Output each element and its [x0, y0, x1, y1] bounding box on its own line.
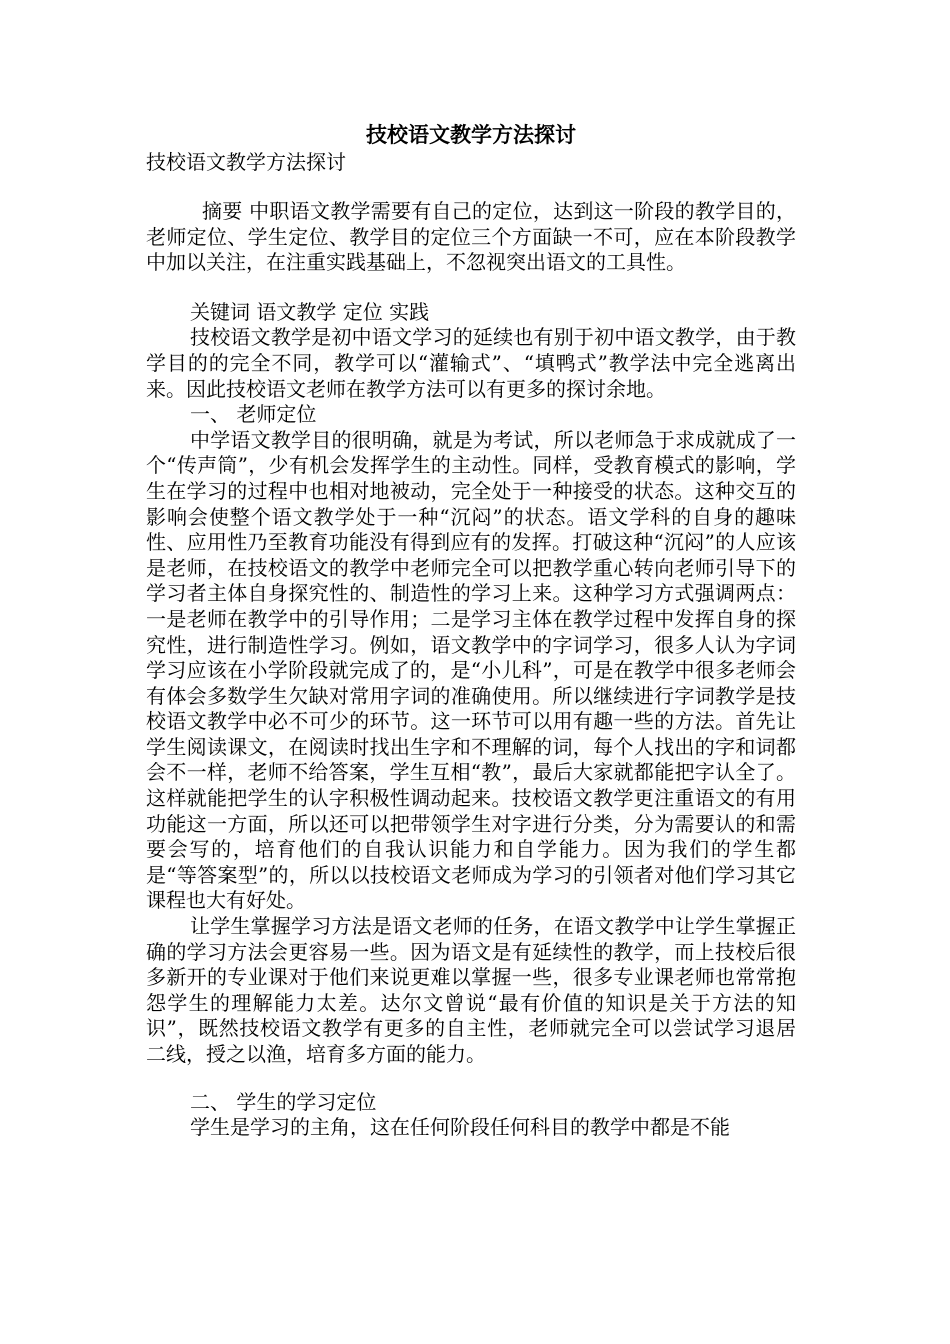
document-page: [146, 120, 796, 1141]
section1-paragraph-1: 中学语文教学目的很明确，就是为考试，所以老师急于求成就成了一个“传声筒”，少有机会发挥学生的主动性。同样，受教育模式的影响，学生在学习的过程中也相对地被动，完全处于一种接受的状态。这种交互的影响会使整个语文教学处于一种“沉闷”的状态。语文学科的自身的趣味性、应用性乃至教育功能没有得到应有的发挥。打破这种“沉闷”的人应该是老师，在技校语文的教学中老师完全可以把教学重心转向老师引导下的学习者主体自身探究性的、制造性的学习上来。这种学习方式强调两点：一是老师在教学中的引导作用；二是学习主体在教学过程中发挥自身的探究性，进行制造性学习。例如，语文教学中的字词学习，很多人认为字词学习应该在小学阶段就完成了的，是“小儿科”，可是在教学中很多老师会有体会多数学生欠缺对常用字词的准确使用。所以继续进行字词教学是技校语文教学中必不可少的环节。这一环节可以用有趣一些的方法。首先让学生阅读课文，在阅读时找出生字和不理解的词，每个人找出的字和词都会不一样，老师不给答案，学生互相“教”，最后大家就都能把字认全了。这样就能把学生的认字积极性调动起来。技校语文教学更注重语文的有用功能这一方面，所以还可以把带领学生对字进行分类，分为需要认的和需要会写的，培育他们的自我认识能力和自学能力。因为我们的学生都是“等答案型”的，所以以技校语文老师成为学习的引领者对他们学习其它课程也大有好处。: [146, 427, 796, 913]
intro-paragraph: 技校语文教学是初中语文学习的延续也有别于初中语文教学，由于教学目的的完全不同，教学可以“灌输式”、“填鸭式”教学法中完全逃离出来。因此技校语文老师在教学方法可以有更多的探讨余地。: [146, 325, 796, 401]
keywords-line: 关键词 语文教学 定位 实践: [190, 299, 430, 324]
section1-paragraph-2: 让学生掌握学习方法是语文老师的任务，在语文教学中让学生掌握正确的学习方法会更容易一些。因为语文是有延续性的教学，而上技校后很多新开的专业课对于他们来说更难以掌握一些，很多专业课老师也常常抱怨学生的理解能力太差。达尔文曾说“最有价值的知识是关于方法的知识”，既然技校语文教学有更多的自主性，老师就完全可以尝试学习退居二线，授之以渔，培育多方面的能力。: [146, 914, 796, 1066]
abstract-paragraph: 摘要 中职语文教学需要有自己的定位，达到这一阶段的教学目的，老师定位、学生定位、教学目的定位三个方面缺一不可，应在本阶段教学中加以关注，在注重实践基础上，不忽视突出语文的工具性。: [146, 199, 796, 275]
document-subtitle: 技校语文教学方法探讨: [146, 150, 346, 174]
section2-heading: 二、 学生的学习定位: [190, 1089, 377, 1114]
spacer: [146, 1068, 796, 1090]
section2-paragraph-1: 学生是学习的主角，这在任何阶段任何科目的教学中都是不能: [190, 1115, 730, 1140]
section1-heading: 一、 老师定位: [190, 402, 317, 427]
spacer: [146, 276, 796, 300]
spacer: [146, 175, 796, 199]
document-title: 技校语文教学方法探讨: [366, 122, 576, 147]
